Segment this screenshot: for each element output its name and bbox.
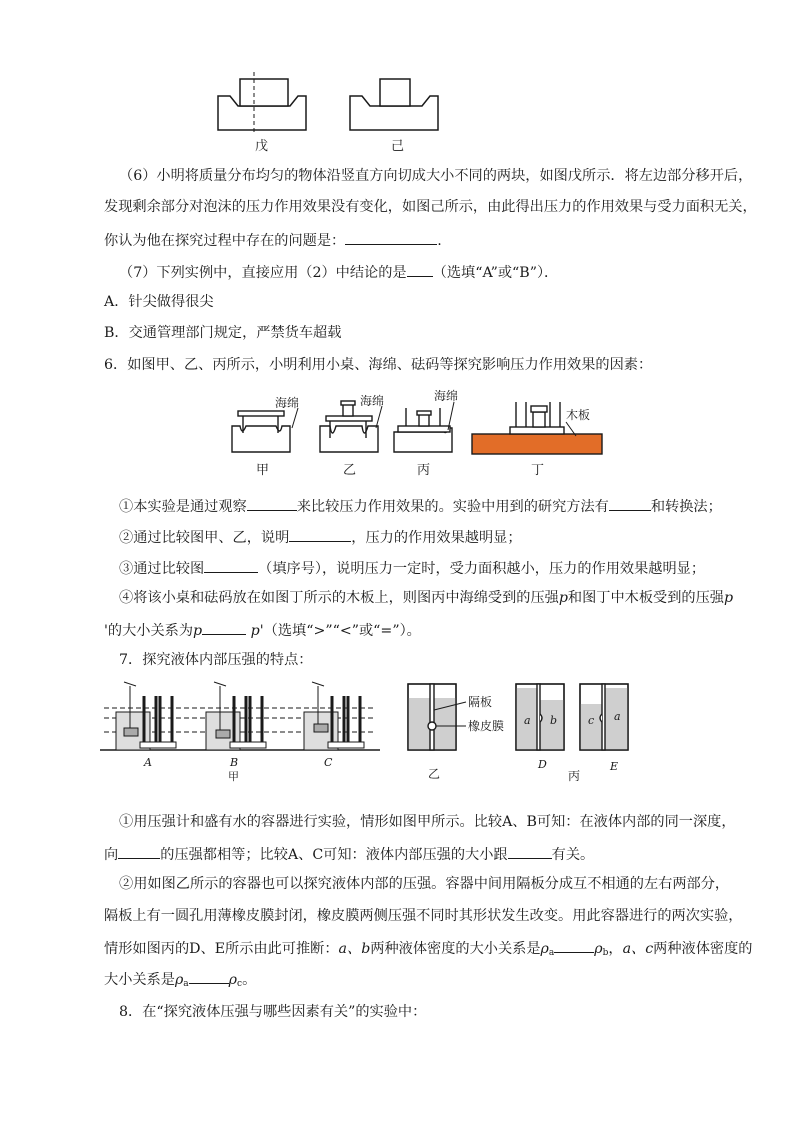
q7-s2-line4 [104,968,256,994]
q6-s1-text-b: 来比较压力作用效果的。实验中用到的研究方法有 [296,499,609,515]
q5-part6-line3-end: . [437,233,442,249]
answer-blank[interactable] [554,937,594,953]
subscript-a: a [183,979,189,989]
fig-label-D: D [538,758,547,771]
fig-label-jia: 甲 [256,463,270,478]
fig-label-yi: 乙 [428,767,441,781]
liquid-label-c: c [588,714,595,727]
q7-s2-line3 [104,937,753,963]
q6-s3-text-a: ③通过比较图 [119,561,205,577]
q7-s2-line2: 隔板上有一圆孔用薄橡皮膜封闭，橡皮膜两侧压强不同时其形状发生改变。用此容器进行的两次实验， [104,908,743,924]
subscript-a: a [548,948,555,958]
figure-cut-block [210,68,450,158]
q7-intro: 7．探究液体内部压强的特点： [119,652,313,668]
answer-blank[interactable] [609,495,651,511]
liquid-label-a2: a [614,710,621,723]
q6-s4-text-a: ④将该小桌和砝码放在如图丁所示的木板上，则图丙中海绵受到的压强 [119,590,559,606]
answer-blank[interactable] [202,619,246,635]
symbol-rho: ρ [174,972,184,988]
answer-blank[interactable] [118,843,160,859]
q6-intro: 6．如图甲、乙、丙所示，小明利用小桌、海绵、砝码等探究影响压力作用效果的因素： [104,357,653,373]
fig-label-A: A [144,756,152,769]
symbol-p: p [558,590,568,606]
answer-blank[interactable] [189,968,229,984]
q7-s1-line1: ①用压强计和盛有水的容器进行实验，情形如图甲所示。比较A、B可知：在液体内部的同一深度， [119,814,736,830]
q7-s1-text-b: 的压强都相等；比较A、C可知：液体内部压强的大小跟 [160,847,508,863]
fig-label-yi: 乙 [343,463,357,478]
q7-s1-text-c: 有关。 [551,847,595,863]
q7-s2-vars-ab: a、b [338,941,371,957]
q7-s2-text-end: 。 [242,972,257,988]
q6-s2 [119,526,522,548]
figure-partition-container [400,680,650,790]
symbol-p: p [193,623,203,639]
fig-label-bing: 丙 [568,769,581,783]
q8-intro: 8．在“探究液体压强与哪些因素有关”的实验中： [119,1004,427,1020]
figure-table-sponge [226,386,610,478]
symbol-rho: ρ [594,941,603,957]
answer-blank[interactable] [204,557,258,573]
label-board: 木板 [566,408,591,422]
fig-label-jia: 甲 [228,770,239,783]
label-partition: 隔板 [468,695,493,709]
q7-s1-line2 [104,843,594,865]
q5-part6-line3 [104,229,442,251]
q5-part7-text: （7）下列实例中，直接应用（2）中结论的是 [119,265,407,281]
label-sponge-3: 海绵 [434,389,459,403]
symbol-rho: ρ [228,972,238,988]
label-sponge-2: 海绵 [360,394,385,408]
q6-s4-line2 [104,619,421,641]
q7-s2-text-e: 大小关系是 [104,972,175,988]
symbol-rho: ρ [540,941,549,957]
q5-part6-line2: 发现剩余部分对泡沫的压力作用效果没有变化，如图己所示，由此得出压力的作用效果与受力面积无关， [104,199,757,215]
q7-s2-text-b: 两种液体密度的大小关系是 [370,941,541,957]
liquid-label-b: b [550,714,558,727]
q7-s2-text-c: ， [608,941,623,957]
label-membrane: 橡皮膜 [468,719,505,733]
figure-pressure-gauge [100,672,380,784]
q6-s1-text-a: ①本实验是通过观察 [119,499,247,515]
fig-label-E: E [610,760,619,773]
answer-blank[interactable] [289,526,351,542]
q7-s2-text-d: 两种液体密度的 [653,941,753,957]
q7-s2-vars-ac: a、c [622,941,654,957]
answer-blank[interactable] [407,261,433,277]
fig-label-ji: 己 [391,139,405,154]
q5-part7-hint: （选填“A”或“B”）． [432,265,559,281]
q6-s2-text-b: ，压力的作用效果越明显； [351,530,522,546]
q7-s1-text-a: 向 [104,847,119,863]
q6-s1-text-c: 和转换法； [650,499,722,515]
q6-s4-line1 [119,588,733,608]
q6-s2-text-a: ②通过比较图甲、乙，说明 [119,530,290,546]
fig-label-wu: 戊 [255,139,269,154]
subscript-b: b [602,948,609,958]
answer-blank[interactable] [345,229,437,245]
answer-blank[interactable] [247,495,297,511]
q5-part6-line1: （6）小明将质量分布均匀的物体沿竖直方向切成大小不同的两块，如图戊所示．将左边部分移开后， [119,168,753,184]
fig-label-B: B [230,756,239,769]
symbol-p: p [250,623,260,639]
q6-s3 [119,557,705,579]
q6-s3-text-b: （填序号），说明压力一定时，受力面积越小，压力的作用效果越明显； [258,561,706,577]
q6-s4-text-c: '的大小关系为 [104,623,194,639]
q7-s2-text-a: 情形如图丙的D、E所示由此可推断： [104,941,339,957]
q5-part7 [119,261,558,283]
liquid-label-a: a [524,714,531,727]
symbol-p: p [724,590,734,606]
q5-part6-line3-text: 你认为他在探究过程中存在的问题是： [104,233,346,249]
fig-label-ding: 丁 [531,463,545,478]
q6-s4-text-b: 和图丁中木板受到的压强 [567,590,724,606]
q5-option-b: B．交通管理部门规定，严禁货车超载 [104,325,342,341]
subscript-c: c [237,979,243,989]
q5-option-a: A．针尖做得很尖 [104,294,214,310]
q6-s4-text-d: '（选填“>”“<”或“=”）。 [259,623,421,639]
fig-label-C: C [324,756,333,769]
label-sponge-1: 海绵 [275,396,300,410]
q7-s2-line1: ②用如图乙所示的容器也可以探究液体内部的压强。容器中间用隔板分成互不相通的左右两部分， [119,876,730,892]
q6-s1 [119,495,722,517]
fig-label-bing: 丙 [417,463,431,478]
answer-blank[interactable] [508,843,552,859]
